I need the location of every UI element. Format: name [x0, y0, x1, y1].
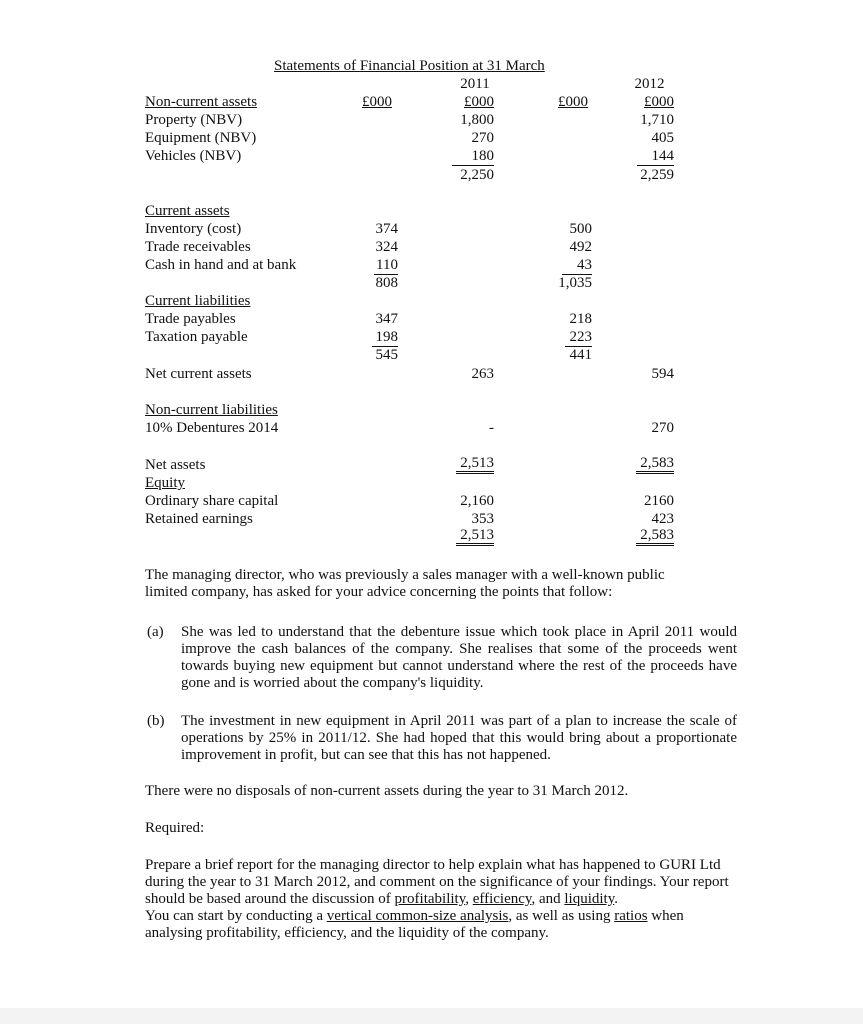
nca-total-2011: 2,250 — [460, 167, 494, 183]
keyword-profitability: profitability — [394, 891, 466, 907]
ca-row-2012: 500 — [569, 221, 592, 237]
ca-row-label: Trade receivables — [145, 239, 251, 255]
ca-row-2011: 374 — [375, 221, 398, 237]
unit-header-2012-right: £000 — [644, 94, 674, 110]
task-paragraph — [145, 857, 745, 942]
equity-total-2011: 2,513 — [456, 528, 494, 546]
ca-row-label: Inventory (cost) — [145, 221, 242, 237]
task-text: You can start by conducting a — [145, 908, 327, 924]
cl-row-label: Trade payables — [145, 311, 236, 327]
nca-row-2012: 1,710 — [640, 112, 674, 128]
cl-total-2012: 441 — [569, 347, 592, 363]
task-text: when analysing profitability, efficiency, and the liquidity of the company. — [145, 908, 684, 941]
net-current-assets-2011: 263 — [471, 366, 494, 382]
equity-row-label: Retained earnings — [145, 511, 253, 527]
equity-row-2012: 423 — [651, 511, 674, 527]
net-assets-2012: 2,583 — [636, 456, 674, 474]
current-assets-heading: Current assets — [145, 203, 230, 219]
equity-total-2012: 2,583 — [636, 528, 674, 546]
equity-heading: Equity — [145, 475, 185, 491]
debentures-2012: 270 — [651, 420, 674, 436]
ca-total-2012: 1,035 — [558, 275, 592, 291]
nca-total-2012: 2,259 — [640, 167, 674, 183]
equity-row-2012: 2160 — [644, 493, 674, 509]
cl-row-label: Taxation payable — [145, 329, 248, 345]
point-a-text: She was led to understand that the debenture issue which took place in April 2011 would improve the cash balances of the company. She realises that some of the proceeds went towards buying new equipment but cannot understand where the rest of the proceeds have gone and is worried about the company's liquidity. — [181, 624, 737, 691]
task-end: . — [614, 891, 618, 907]
keyword-liquidity: liquidity — [564, 891, 615, 907]
nca-row-2012: 144 — [637, 147, 674, 166]
net-assets-label: Net assets — [145, 457, 206, 473]
net-assets-2011: 2,513 — [456, 456, 494, 474]
non-current-liabilities-heading: Non-current liabilities — [145, 402, 278, 418]
keyword-vertical-analysis: vertical common-size analysis — [326, 908, 509, 924]
ca-row-label: Cash in hand and at bank — [145, 257, 297, 273]
cl-row-2012: 223 — [565, 328, 592, 347]
unit-header-2011-right: £000 — [464, 94, 494, 110]
nca-row-2012: 405 — [651, 130, 674, 146]
nca-row-2011: 270 — [471, 130, 494, 146]
task-separator: , — [465, 891, 473, 907]
net-current-assets-label: Net current assets — [145, 366, 252, 382]
unit-header-2011-left: £000 — [362, 94, 392, 110]
disposals-note: There were no disposals of non-current assets during the year to 31 March 2012. — [145, 783, 629, 799]
cl-row-2012: 218 — [569, 311, 592, 327]
cl-total-2011: 545 — [375, 347, 398, 363]
ca-row-2012: 43 — [562, 256, 592, 275]
equity-row-2011: 2,160 — [460, 493, 494, 509]
keyword-ratios: ratios — [614, 908, 648, 924]
nca-row-label: Vehicles (NBV) — [145, 148, 242, 164]
nca-row-label: Equipment (NBV) — [145, 130, 257, 146]
nca-row-2011: 180 — [452, 147, 494, 166]
required-heading: Required: — [145, 820, 205, 836]
point-a-label: (a) — [147, 624, 164, 640]
ca-row-2011: 324 — [375, 239, 398, 255]
equity-row-2011: 353 — [471, 511, 494, 527]
debentures-2011: - — [489, 420, 494, 436]
task-text: Prepare a brief report for the managing director to help explain what has happened to GURI Ltd during the year to 31 March 2012, and comment on the significance of your findings. Your report should be based around the discussion of — [145, 857, 729, 907]
current-liabilities-heading: Current liabilities — [145, 293, 251, 309]
non-current-assets-heading: Non-current assets — [145, 94, 258, 110]
intro-paragraph: The managing director, who was previously a sales manager with a well-known public limited company, has asked for your advice concerning the points that follow: — [145, 567, 665, 600]
year-2012-header: 2012 — [634, 76, 665, 92]
cl-row-2011: 198 — [372, 328, 398, 347]
year-2011-header: 2011 — [460, 76, 490, 92]
ca-row-2011: 110 — [374, 256, 398, 275]
equity-row-label: Ordinary share capital — [145, 493, 279, 509]
cl-row-2011: 347 — [375, 311, 398, 327]
keyword-efficiency: efficiency — [472, 891, 532, 907]
nca-row-label: Property (NBV) — [145, 112, 243, 128]
task-text: , as well as using — [508, 908, 615, 924]
statement-title: Statements of Financial Position at 31 March — [274, 58, 545, 74]
ca-row-2012: 492 — [569, 239, 592, 255]
point-b-label: (b) — [147, 713, 165, 729]
nca-row-2011: 1,800 — [460, 112, 494, 128]
point-b-text: The investment in new equipment in April 2011 was part of a plan to increase the scale of operations by 25% in 2011/12. She had hoped that this would bring about a proportionate improvement in profit, but can see that this has not happened. — [181, 713, 737, 763]
unit-header-2012-left: £000 — [558, 94, 588, 110]
ca-total-2011: 808 — [375, 275, 398, 291]
task-separator: , and — [531, 891, 565, 907]
net-current-assets-2012: 594 — [651, 366, 674, 382]
debentures-label: 10% Debentures 2014 — [145, 420, 279, 436]
